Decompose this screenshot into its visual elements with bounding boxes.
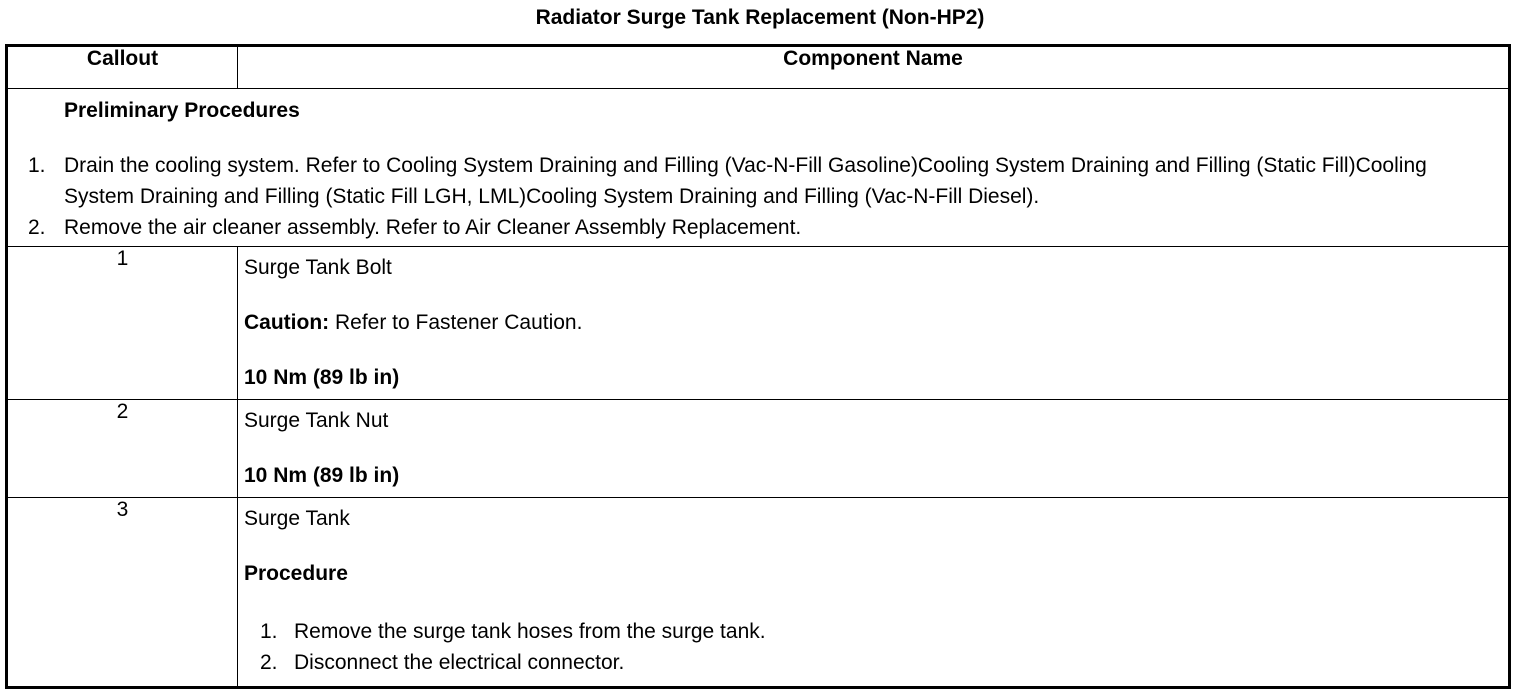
callout-cell: 2 <box>7 400 238 498</box>
callout-header: Callout <box>7 46 238 89</box>
step-text: Disconnect the electrical connector. <box>294 651 625 674</box>
caution-text: Refer to Fastener Caution. <box>329 311 583 334</box>
procedure-steps <box>244 616 1500 678</box>
component-name-header: Component Name <box>238 46 1510 89</box>
component-cell <box>238 247 1510 400</box>
step-text: Remove the surge tank hoses from the surge tank. <box>294 620 766 643</box>
step-text: Drain the cooling system. Refer to Cooling System Draining and Filling (Vac-N-Fill Gasoline)Cooling System Draining and Filling (Static Fill)Cooling System Draining and Filling (Static Fill LGH, LML)Cooling System Draining and Filling (Vac-N-Fill Diesel). <box>64 154 1427 208</box>
preliminary-step <box>8 212 1508 243</box>
preliminary-step <box>8 150 1508 212</box>
component-name: Surge Tank Nut <box>244 409 389 432</box>
page-title: Radiator Surge Tank Replacement (Non-HP2) <box>535 6 985 29</box>
step-number: 2. <box>260 651 278 674</box>
table-row <box>7 498 1510 688</box>
preliminary-row <box>7 89 1510 247</box>
step-number: 2. <box>28 216 46 239</box>
table-row <box>7 400 1510 498</box>
component-table <box>5 44 1511 689</box>
component-name: Surge Tank Bolt <box>244 256 392 279</box>
step-text: Remove the air cleaner assembly. Refer to Air Cleaner Assembly Replacement. <box>64 216 802 239</box>
procedure-title: Procedure <box>244 562 348 585</box>
preliminary-steps <box>8 150 1508 243</box>
procedure-step <box>244 616 1500 647</box>
preliminary-title: Preliminary Procedures <box>64 99 300 122</box>
callout-cell: 1 <box>7 247 238 400</box>
step-number: 1. <box>28 154 46 177</box>
header-row <box>7 46 1510 89</box>
torque-spec: 10 Nm (89 lb in) <box>244 366 400 389</box>
procedure-step <box>244 647 1500 678</box>
component-name: Surge Tank <box>244 507 350 530</box>
component-cell <box>238 498 1510 688</box>
callout-cell: 3 <box>7 498 238 688</box>
step-number: 1. <box>260 620 278 643</box>
torque-spec: 10 Nm (89 lb in) <box>244 464 400 487</box>
caution-note <box>244 310 1500 336</box>
table-row <box>7 247 1510 400</box>
component-cell <box>238 400 1510 498</box>
caution-label: Caution: <box>244 311 330 334</box>
preliminary-procedures <box>7 89 1510 247</box>
